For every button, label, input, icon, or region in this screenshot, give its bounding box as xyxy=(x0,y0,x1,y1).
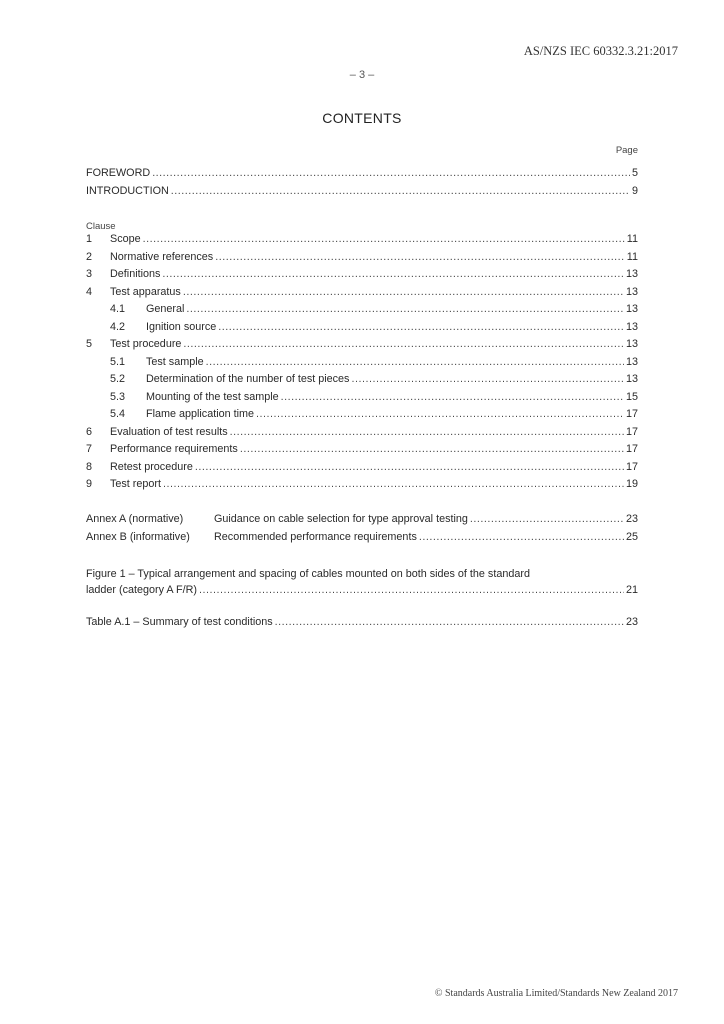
clause-number: 5.1 xyxy=(110,355,126,368)
toc-entry-clause-4-2[interactable] xyxy=(86,321,638,339)
clause-number: 6 xyxy=(86,425,93,438)
toc-entry-page: 17 xyxy=(625,425,638,438)
clause-column-label: Clause xyxy=(86,221,116,232)
figure-caption-line-2-row xyxy=(86,584,638,602)
toc-entry-page: 13 xyxy=(625,373,638,385)
toc-entry-clause-4[interactable] xyxy=(86,286,638,304)
clause-number: 5.3 xyxy=(110,390,126,403)
annex-list xyxy=(86,513,638,548)
toc-entry-label: Determination of the number of test pieces xyxy=(146,373,350,385)
toc-entry-clause-1[interactable] xyxy=(86,233,638,251)
clause-number: 5.4 xyxy=(110,408,126,420)
page-number: – 3 – xyxy=(349,69,375,81)
toc-entry-page: 13 xyxy=(625,320,638,333)
clause-number: 4.1 xyxy=(110,303,126,315)
leader-dots xyxy=(351,373,624,385)
leader-dots xyxy=(152,167,630,179)
front-matter-list xyxy=(86,167,638,202)
clause-number: 4.2 xyxy=(110,320,126,333)
clause-number: 2 xyxy=(86,250,93,263)
leader-dots xyxy=(419,531,624,543)
toc-entry-label: Performance requirements xyxy=(110,443,238,455)
toc-entry-label: FOREWORD xyxy=(86,167,151,179)
table-list xyxy=(86,616,638,634)
toc-entry-page: 11 xyxy=(626,250,638,263)
toc-entry-page: 21 xyxy=(625,583,638,596)
leader-dots xyxy=(470,513,624,525)
toc-entry-label: Table A.1 – Summary of test conditions xyxy=(86,616,273,628)
toc-entry-clause-5-1[interactable] xyxy=(86,356,638,374)
toc-entry-page: 5 xyxy=(631,167,638,179)
toc-entry-clause-5-3[interactable] xyxy=(86,391,638,409)
leader-dots xyxy=(215,251,625,263)
toc-entry-label: Test report xyxy=(110,478,162,490)
toc-entry-label: Test procedure xyxy=(110,338,182,350)
leader-dots xyxy=(143,233,625,245)
standard-identifier: AS/NZS IEC 60332.3.21:2017 xyxy=(523,44,678,58)
toc-entry-page: 13 xyxy=(625,338,638,350)
leader-dots xyxy=(275,616,624,628)
toc-entry-label: Ignition source xyxy=(146,320,217,333)
toc-entry-page: 17 xyxy=(625,460,638,473)
clause-number: 5.2 xyxy=(110,373,126,385)
clause-number: 4 xyxy=(86,285,93,298)
toc-entry-page: 19 xyxy=(625,478,638,490)
toc-entry-page: 13 xyxy=(625,303,638,315)
leader-dots xyxy=(163,478,624,490)
toc-entry-label: General xyxy=(146,303,185,315)
toc-entry-figure-1[interactable] xyxy=(86,566,638,601)
leader-dots xyxy=(195,461,624,473)
clause-number: 1 xyxy=(86,233,93,245)
toc-entry-clause-9[interactable] xyxy=(86,478,638,496)
leader-dots xyxy=(162,268,624,280)
figure-caption-line-2: ladder (category A F/R) xyxy=(86,583,198,596)
toc-entry-clause-5-4[interactable] xyxy=(86,408,638,426)
toc-entry-page: 23 xyxy=(625,616,638,628)
clause-number: 7 xyxy=(86,443,93,455)
toc-entry-clause-2[interactable] xyxy=(86,251,638,269)
page-column-label: Page xyxy=(615,145,638,156)
figure-caption-line-1: Figure 1 – Typical arrangement and spacing of cables mounted on both sides of the standard xyxy=(86,568,530,580)
toc-entry-label: Flame application time xyxy=(146,408,255,420)
clause-number: 3 xyxy=(86,268,93,280)
toc-entry-page: 25 xyxy=(625,530,638,543)
toc-entry-clause-6[interactable] xyxy=(86,426,638,444)
clause-number: 8 xyxy=(86,460,93,473)
toc-entry-label: Normative references xyxy=(110,250,214,263)
toc-entry-label: Guidance on cable selection for type approval testing xyxy=(214,513,468,525)
toc-entry-label: Scope xyxy=(110,233,141,245)
toc-entry-page: 23 xyxy=(625,513,638,525)
toc-entry-clause-4-1[interactable] xyxy=(86,303,638,321)
leader-dots xyxy=(240,443,624,455)
toc-entry-page: 17 xyxy=(625,443,638,455)
leader-dots xyxy=(183,338,624,350)
leader-dots xyxy=(230,426,624,438)
toc-entry-clause-5[interactable] xyxy=(86,338,638,356)
toc-entry-label: Definitions xyxy=(110,268,161,280)
toc-entry-page: 13 xyxy=(625,355,638,368)
toc-entry-table-a-1[interactable] xyxy=(86,616,638,634)
toc-entry-label: Test sample xyxy=(146,355,204,368)
leader-dots xyxy=(218,321,624,333)
toc-entry-page: 13 xyxy=(625,268,638,280)
leader-dots xyxy=(171,185,630,197)
toc-entry-label: Evaluation of test results xyxy=(110,425,228,438)
toc-entry-page: 13 xyxy=(625,285,638,298)
toc-entry-clause-3[interactable] xyxy=(86,268,638,286)
leader-dots xyxy=(206,356,624,368)
annex-id: Annex B (informative) xyxy=(86,530,190,543)
clause-number: 5 xyxy=(86,338,93,350)
page-title: CONTENTS xyxy=(322,110,402,126)
leader-dots xyxy=(256,408,624,420)
leader-dots xyxy=(183,286,624,298)
toc-entry-clause-7[interactable] xyxy=(86,443,638,461)
toc-entry-annex-a[interactable] xyxy=(86,513,638,531)
toc-entry-clause-8[interactable] xyxy=(86,461,638,479)
leader-dots xyxy=(281,391,624,403)
toc-entry-page: 17 xyxy=(625,408,638,420)
toc-entry-clause-5-2[interactable] xyxy=(86,373,638,391)
annex-id: Annex A (normative) xyxy=(86,513,184,525)
toc-entry-annex-b[interactable] xyxy=(86,531,638,549)
leader-dots xyxy=(199,584,624,596)
toc-entry-label: Test apparatus xyxy=(110,285,181,298)
leader-dots xyxy=(186,303,624,315)
toc-entry-label: Recommended performance requirements xyxy=(214,530,417,543)
clause-list xyxy=(86,233,638,496)
toc-entry-page: 9 xyxy=(631,184,638,197)
toc-entry-label: INTRODUCTION xyxy=(86,184,169,197)
clause-number: 9 xyxy=(86,478,93,490)
toc-entry-label: Mounting of the test sample xyxy=(146,390,279,403)
toc-entry-introduction[interactable] xyxy=(86,185,638,203)
toc-entry-label: Retest procedure xyxy=(110,460,193,473)
copyright-footer: © Standards Australia Limited/Standards New Zealand 2017 xyxy=(434,988,678,999)
toc-entry-page: 11 xyxy=(626,233,638,245)
toc-entry-page: 15 xyxy=(625,390,638,403)
toc-entry-foreword[interactable] xyxy=(86,167,638,185)
